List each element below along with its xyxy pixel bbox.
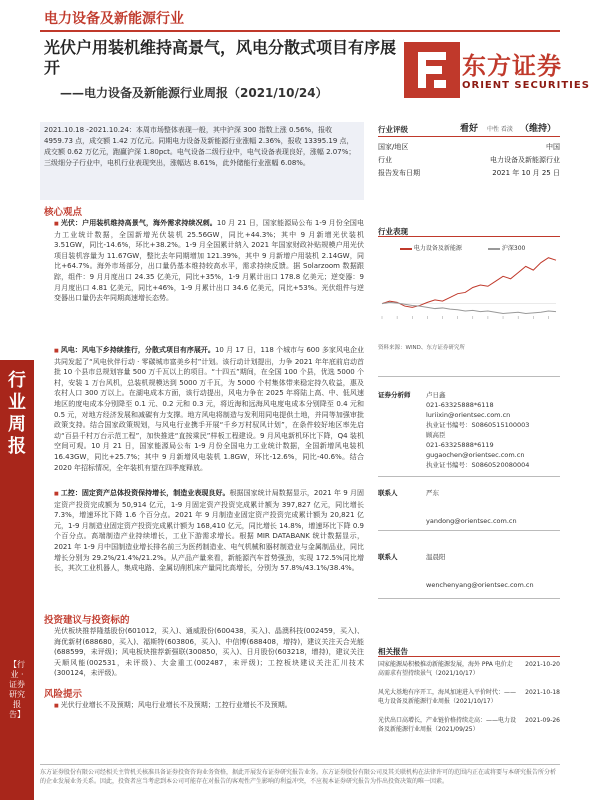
analyst-role: 证券分析师 (378, 391, 411, 399)
section-invest: 投资建议与投资标的 (44, 615, 130, 626)
para-pv (54, 218, 364, 304)
analyst-rule (378, 376, 560, 377)
related-item-date: 2021-10-20 (525, 661, 560, 668)
logo-text-cn: 东方证券 (462, 51, 562, 80)
sector-tag: 电力设备及新能源行业 (44, 11, 184, 27)
para-risk (54, 700, 364, 712)
related-rule (378, 656, 560, 657)
analyst-email-link[interactable]: luriixin@orientsec.com.cn (426, 411, 511, 419)
contact-line: 严东 (426, 489, 439, 497)
analyst-email-link[interactable]: gugaochen@orientsec.com.cn (426, 451, 525, 459)
rail-sub: 【行业 · 证券研究报告】 (9, 660, 25, 719)
para-invest: 光伏板块推荐隆基股份(601012，买入)、通威股份(600438，买入)、晶澳科技(002459，买入)、海优新材(688680，买入)、福斯特(603806，买入)、中信博(688408，增持)，建议关注天合光能(688599，未评级)；风电板块推荐新强联(300850，买入)、日月股份(603218，增持)，建议关注天顺风能(002531，未评级)、大金重工(002487，未评级)；工控板块建议关注汇川技术(300124，未评级)。 (54, 627, 364, 678)
contact-block (378, 488, 560, 526)
related-item[interactable] (378, 660, 560, 678)
legend-index-swatch (488, 248, 500, 250)
bullet-icon (54, 219, 61, 227)
series-line-0 (382, 258, 556, 308)
section-risk: 风险提示 (44, 689, 83, 700)
rail-label: 行业周报 (8, 370, 26, 457)
analyst-line: 021-63325888*6118 (426, 401, 494, 409)
rating-status: （维持） (520, 124, 557, 134)
top-rule (40, 30, 560, 32)
analyst-line: 顾高臣 (426, 431, 446, 439)
contact-block (378, 552, 560, 590)
rating-row (378, 142, 560, 152)
contact-email-link[interactable]: wenchenyang@orientsec.com.cn (426, 581, 534, 589)
related-item-text: 风光大基地有序开工，海风加速进入平价时代：——电力设备及新能源行业周报（2021/10/17） (378, 689, 517, 705)
rating-row-key: 报告发布日期 (378, 169, 420, 177)
related-item[interactable] (378, 716, 560, 734)
series-line-1 (382, 302, 556, 313)
logo-text-en: ORIENT SECURITIES (462, 80, 590, 91)
related-item-text: 国家能源局积极推动新能源发展，海外 PPA 电价走高需求有望持续景气（2021/10/17） (378, 661, 513, 677)
contact-email-link[interactable]: yandong@orientsec.com.cn (426, 517, 517, 525)
related-item-date: 2021-10-18 (525, 689, 560, 696)
analyst-line: 执业证书编号：S0860520080004 (426, 461, 530, 469)
related-item[interactable] (378, 688, 560, 706)
footer-rule (40, 764, 560, 765)
rating-rule (378, 136, 560, 137)
contact-line: 温晨阳 (426, 553, 446, 561)
rating-row-key: 国家/地区 (378, 143, 409, 151)
related-list (378, 660, 560, 740)
legend-industry (400, 243, 462, 252)
legend-index-label: 沪深300 (501, 245, 526, 252)
para-ic-lead: 工控：固定资产总体投资保持增长，制造业表现良好。 (60, 489, 230, 497)
para-wind (54, 345, 364, 473)
para-wind-lead: 风电：风电下乡持续推行，分散式项目有序展开。 (60, 346, 215, 354)
legend-index (488, 243, 525, 252)
para-wind-body: 10 月 17 日，118 个城市与 600 多家风电企业共同发起了“风电伙伴行动 · 零碳城市富美乡村”计划。该行动计划提出，力争 2021 年年底前启动首批 10 个县市总规划容量 500 万千瓦以上的项目。“十四五”期间，在全国 100 个县，优选 5000 个村，安装 1 万台风机，总装机规模达到 5000 万千瓦，为 5000 个村集体带来稳定持久收益，惠及农村人口 300 万以上。在湖电成本方面，该行动提出，风电力争在 2025 年将陆上高、中、低风速地区的度电成本分别降至 0.1 元、0.2 元和 0.3 元，将近海和远海风电度电成本分别降至 0.4 元和 0.5 元，对地方经济发展和减碳有力支撑。地方风电将制造与发利用同电提供土地，并同等加强审批政策支持。结合国家政策规划，与风电行业携手开展“千乡万村驭风计划”，在条件较好地区率先启动“百县千村万台示范工程”，加快推进“直按乘民”样板工程建设。9 月风电新机环比下降，Q4 装机空间可观。10 月 21 日，国家能源局公布 1-9 月份全国电力工业统计数据，全国新增风电装机 16.43GW，同比+25.7%；其中 9 月新增风电装机 1.8GW，环比-12.6%，同比-40.6%。结合 2020 年招标情况，全年装机有望在四季度释放。 (54, 346, 364, 472)
related-title: 相关报告 (378, 647, 408, 656)
rating-row-value: 2021 年 10 月 25 日 (492, 169, 560, 177)
rating-row-value: 中国 (546, 143, 560, 151)
report-title: 光伏户用装机维持高景气，风电分散式项目有序展开 (44, 38, 397, 77)
legend-industry-label: 电力设备及新能源 (413, 245, 462, 252)
related-item-text: 光伏出口高增长，产业链价格持续走高：——电力设备及新能源行业周报（2021/09/25） (378, 717, 517, 733)
footer-disclaimer: 东方证券股份有限公司经相关主管机关核准具备证券投资咨询业务资格，据此开展发布证券研究报告业务。东方证券股份有限公司及其关联机构在法律许可的范围内正在或将要与本研究报告所分析的企业发展业务关系。因此，投资者应当考虑到本公司可能存在对报告的客观性产生影响的利益冲突，不应视本证券研究报告为作出投资决策的唯一因素。 (40, 769, 557, 785)
bullet-icon (54, 346, 61, 354)
perf-chart-title: 行业表现 (378, 227, 408, 236)
rating-row-value: 电力设备及新能源行业 (490, 156, 560, 164)
rating-options: 中性 看淡 (487, 126, 513, 133)
analyst-block (378, 390, 560, 470)
section-core: 核心观点 (44, 207, 83, 218)
bullet-icon (54, 701, 61, 709)
bullet-icon (54, 489, 61, 497)
analyst-line: 卢日鑫 (426, 391, 446, 399)
chart-source: 资料来源：WIND、东方证券研究所 (378, 345, 465, 351)
summary-box: 2021.10.18 -2021.10.24：本周市场整体表现一般，其中沪深 300 指数上涨 0.56%，报收 4959.73 点，成交额 1.42 万亿元。同期电力设备及新能源行业涨幅 2.36%，报收 13395.19 点，成交额 0.62 万亿元，跑赢沪深 1.80pct。电气设备二级行业中，电气设备表现良好，涨幅 2.07%；三级细分子行业中，电机行业表现突出，涨幅达 8.61%，此外储能行业涨幅 6.08%。 (40, 122, 364, 200)
related-item-date: 2021-09-26 (525, 717, 560, 724)
legend-industry-swatch (400, 248, 412, 250)
contact-role: 联系人 (378, 489, 398, 497)
contact-role: 联系人 (378, 553, 398, 561)
rating-row (378, 155, 560, 165)
para-ic (54, 488, 364, 574)
risk-text: 光伏行业增长不及预期；风电行业增长不及预期；工控行业增长不及预期。 (60, 701, 292, 709)
analyst-line: 执业证书编号：S0860515100003 (426, 421, 530, 429)
contact-rule (378, 530, 560, 531)
para-ic-body: 根据国家统计局数据显示，2021 年 9 月固定资产投资完成额为 50,914 亿元，1-9 月固定资产投资完成累计额为 397,827 亿元，同比增长 7.3%，增速环比下降 1.6 个百分点。2021 年 9 月制造业固定资产投资完成累计额为 20,821 亿元，1-9 月制造业固定资产投资完成累计额为 168,410 亿元，同比增长 14.8%，增速环比下降 0.9 个百分点。高端制造产业持续增长，工业下游需求增长。根据 MIR DATABANK 统计数据显示，2021 年 1-9 月中国制造业增长排名前三为医药制造业、电气机械和器材制造业与金属制品业，同比增长分别为 29.2%/21.4%/21.2%。从产品产量来看，新能源汽车首势强劲，实现 172.5%同比增长，其次工业机器人，集成电路、金属切削机床产量同比高增长，分别为 57.8%/43.1%/38.4%。 (54, 489, 364, 573)
orient-logo-icon (404, 42, 460, 98)
para-pv-body: 10 月 21 日，国家能源局公布 1-9 月份全国电力工业统计数据，全国新增光伏装机 25.56GW，同比+44.3%；其中 9 月新增光伏装机 3.51GW，同比-14.6%，环比+38.2%。1-9 月全国累计纳入 2021 年国家财政补贴规模户用光伏项目装机容量为 11.67GW，整比去年同期增加 121.39%，其中 9 月新增户用装机 2.14GW，同比+64.7%。海外市场部分，出口量仍基本维持较高水平，需求持续反馈。据 Solarzoom 数据跟踪，组件：9 月月度出口 24.35 亿美元，同比+35%，1-9 月累计出口 178.8 亿美元；逆变器：9 月月度出口 4.81 亿美元，同比+46%，1-9 月累计出口 34.6 亿美元，同比+53%。光伏组件与逆变器出口量仍去年同期高速增长态势。 (54, 219, 365, 303)
rating-row (378, 168, 560, 178)
rating-row-key: 行业 (378, 156, 392, 164)
report-subtitle: ——电力设备及新能源行业周报（2021/10/24） (60, 86, 328, 100)
analyst-line: 021-63325888*6119 (426, 441, 494, 449)
rating-value: 看好 (460, 124, 479, 134)
rating-label: 行业评级 (378, 125, 408, 134)
contact-rule (378, 598, 560, 599)
contact-rule (378, 476, 560, 477)
para-pv-lead: 光伏：户用装机维持高景气，海外需求持续况刺。 (60, 219, 217, 227)
